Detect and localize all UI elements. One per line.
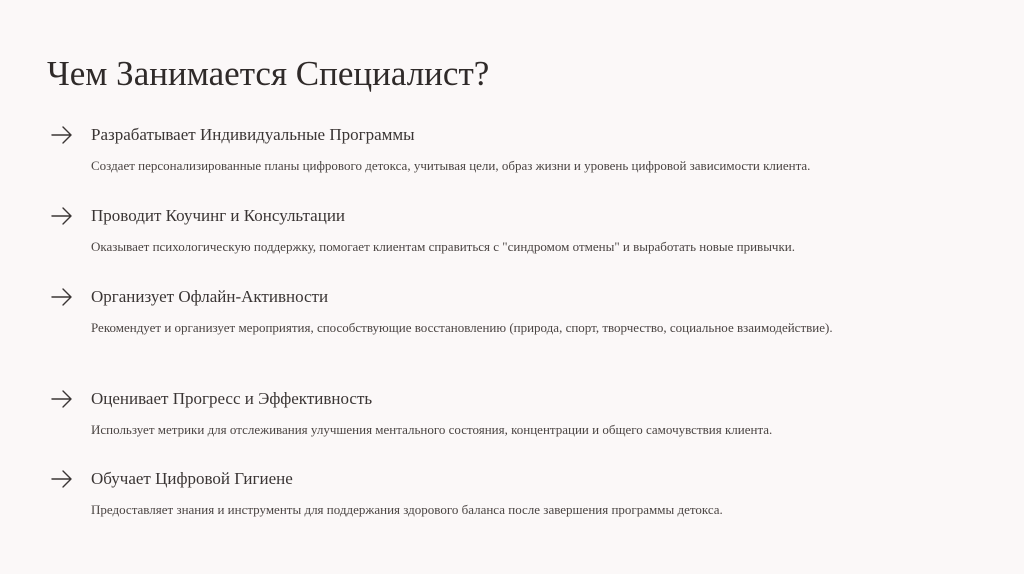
item-description: Оказывает психологическую поддержку, помогает клиентам справиться с "синдромом отмены" и выработать новые привычки. [91, 239, 795, 254]
item-heading: Оценивает Прогресс и Эффективность [91, 389, 373, 408]
slide-title: Чем Занимается Специалист? [47, 54, 490, 93]
item-heading: Проводит Коучинг и Консультации [91, 206, 346, 225]
item-description: Предоставляет знания и инструменты для поддержания здорового баланса после завершения программы детокса. [91, 502, 723, 517]
item-heading: Разрабатывает Индивидуальные Программы [91, 125, 415, 144]
arrow-right-icon [50, 467, 74, 491]
arrow-right-icon [50, 285, 74, 309]
arrow-right-icon [50, 204, 74, 228]
item-heading: Обучает Цифровой Гигиене [91, 469, 293, 488]
item-description: Использует метрики для отслеживания улучшения ментального состояния, концентрации и общего самочувствия клиента. [91, 422, 773, 437]
item-heading: Организует Офлайн-Активности [91, 287, 329, 306]
item-description: Рекомендует и организует мероприятия, способствующие восстановлению (природа, спорт, творчество, социальное взаимодействие). [91, 320, 833, 335]
item-description: Создает персонализированные планы цифрового детокса, учитывая цели, образ жизни и уровень цифровой зависимости клиента. [91, 158, 811, 173]
arrow-right-icon [50, 387, 74, 411]
arrow-right-icon [50, 123, 74, 147]
